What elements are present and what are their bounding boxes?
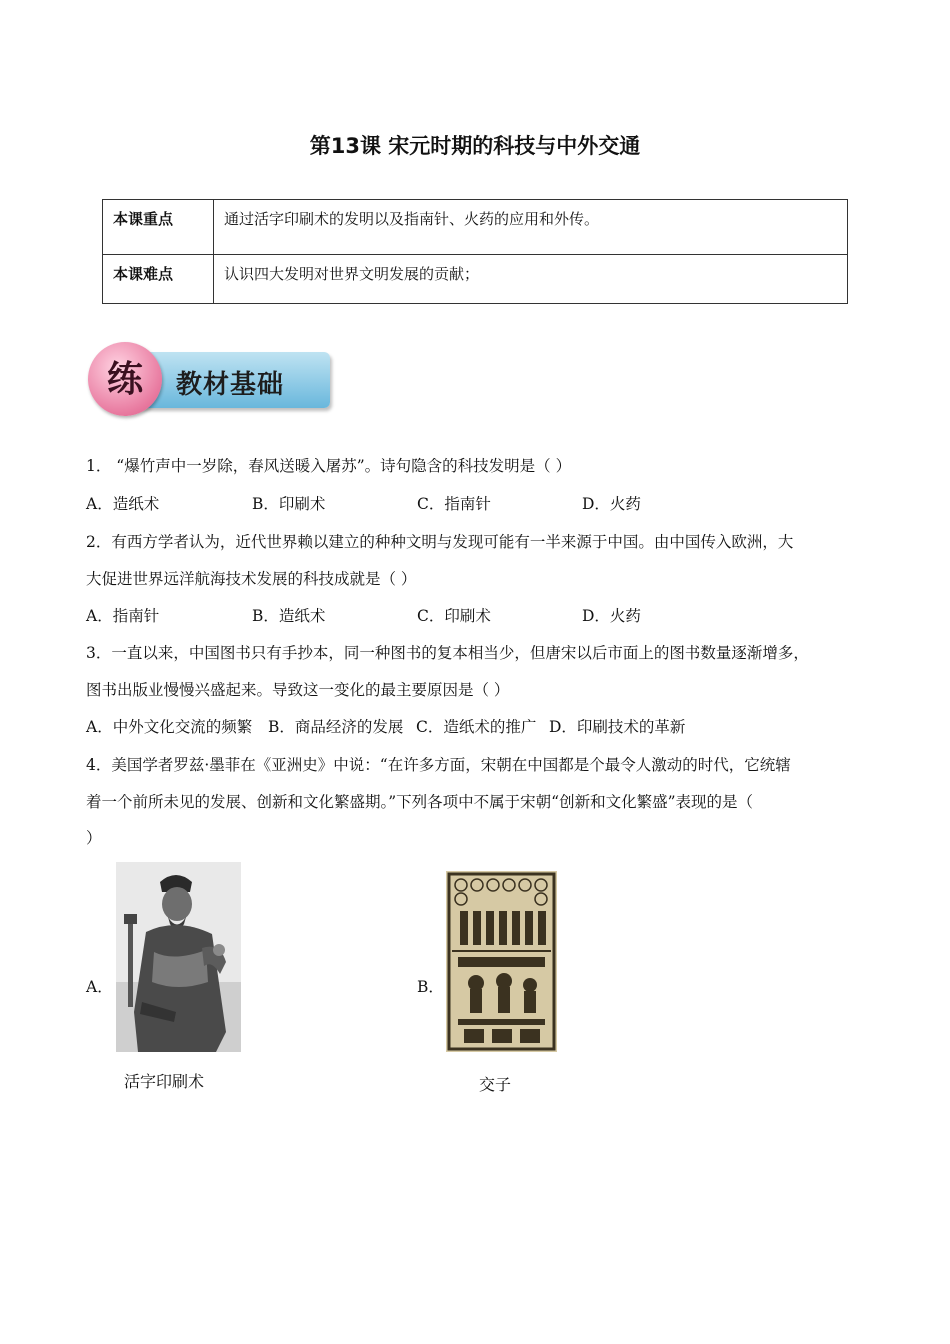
q1-option-b[interactable]: B．印刷术 — [252, 495, 326, 513]
question-2-stem-line2: 大促进世界远洋航海技术发展的科技成就是（ ） — [86, 570, 417, 588]
q2-option-c[interactable]: C．印刷术 — [417, 607, 491, 625]
bi-sheng-statue-image[interactable] — [116, 862, 241, 1052]
table-row — [103, 200, 848, 255]
q1-option-c[interactable]: C．指南针 — [417, 495, 491, 513]
lesson-key-table — [102, 199, 848, 304]
question-4-stem-line1: 4．美国学者罗兹·墨菲在《亚洲史》中说：“在许多方面，宋朝在中国都是个最令人激动的时代，它统辖 — [86, 756, 791, 774]
banner-badge: 练 — [88, 342, 162, 416]
question-1-stem: 1． “爆竹声中一岁除，春风送暖入屠苏”。诗句隐含的科技发明是（ ） — [86, 457, 572, 475]
table-key-cell: 本课重点 — [103, 200, 214, 255]
question-3-stem-line1: 3．一直以来，中国图书只有手抄本，同一种图书的复本相当少，但唐宋以后市面上的图书数量逐渐增多， — [86, 644, 809, 662]
q2-option-b[interactable]: B．造纸术 — [252, 607, 326, 625]
q4-option-b-letter[interactable]: B． — [417, 978, 444, 996]
q3-option-b[interactable]: B．商品经济的发展 — [268, 718, 404, 736]
q2-option-a[interactable]: A．指南针 — [86, 607, 160, 625]
q4-option-a-letter[interactable]: A． — [86, 978, 113, 996]
q1-option-a[interactable]: A．造纸术 — [86, 495, 160, 513]
q3-option-a[interactable]: A．中外文化交流的频繁 — [86, 718, 253, 736]
q4-option-b-caption: 交子 — [479, 1075, 512, 1094]
q2-option-d[interactable]: D．火药 — [582, 607, 641, 625]
table-row — [103, 255, 848, 304]
banner-label: 教材基础 — [176, 370, 285, 400]
question-4-stem-line2: 着一个前所未见的发展、创新和文化繁盛期。”下列各项中不属于宋朝“创新和文化繁盛”表现的是（ — [86, 793, 754, 811]
section-banner — [88, 342, 333, 418]
q3-option-c[interactable]: C．造纸术的推广 — [416, 718, 537, 736]
q4-option-a-caption: 活字印刷术 — [124, 1072, 205, 1091]
question-3-stem-line2: 图书出版业慢慢兴盛起来。导致这一变化的最主要原因是（ ） — [86, 681, 510, 699]
question-2-stem-line1: 2．有西方学者认为，近代世界赖以建立的种种文明与发现可能有一半来源于中国。由中国传入欧洲，大 — [86, 533, 794, 551]
table-value-cell: 认识四大发明对世界文明发展的贡献； — [214, 255, 848, 304]
table-value-cell: 通过活字印刷术的发明以及指南针、火药的应用和外传。 — [214, 200, 848, 255]
jiaozi-banknote-image[interactable] — [446, 871, 557, 1052]
q1-option-d[interactable]: D．火药 — [582, 495, 641, 513]
q3-option-d[interactable]: D．印刷技术的革新 — [549, 718, 686, 736]
question-4-stem-line3: ） — [86, 829, 102, 847]
page-title: 第13课 宋元时期的科技与中外交通 — [309, 134, 641, 158]
table-key-cell: 本课难点 — [103, 255, 214, 304]
